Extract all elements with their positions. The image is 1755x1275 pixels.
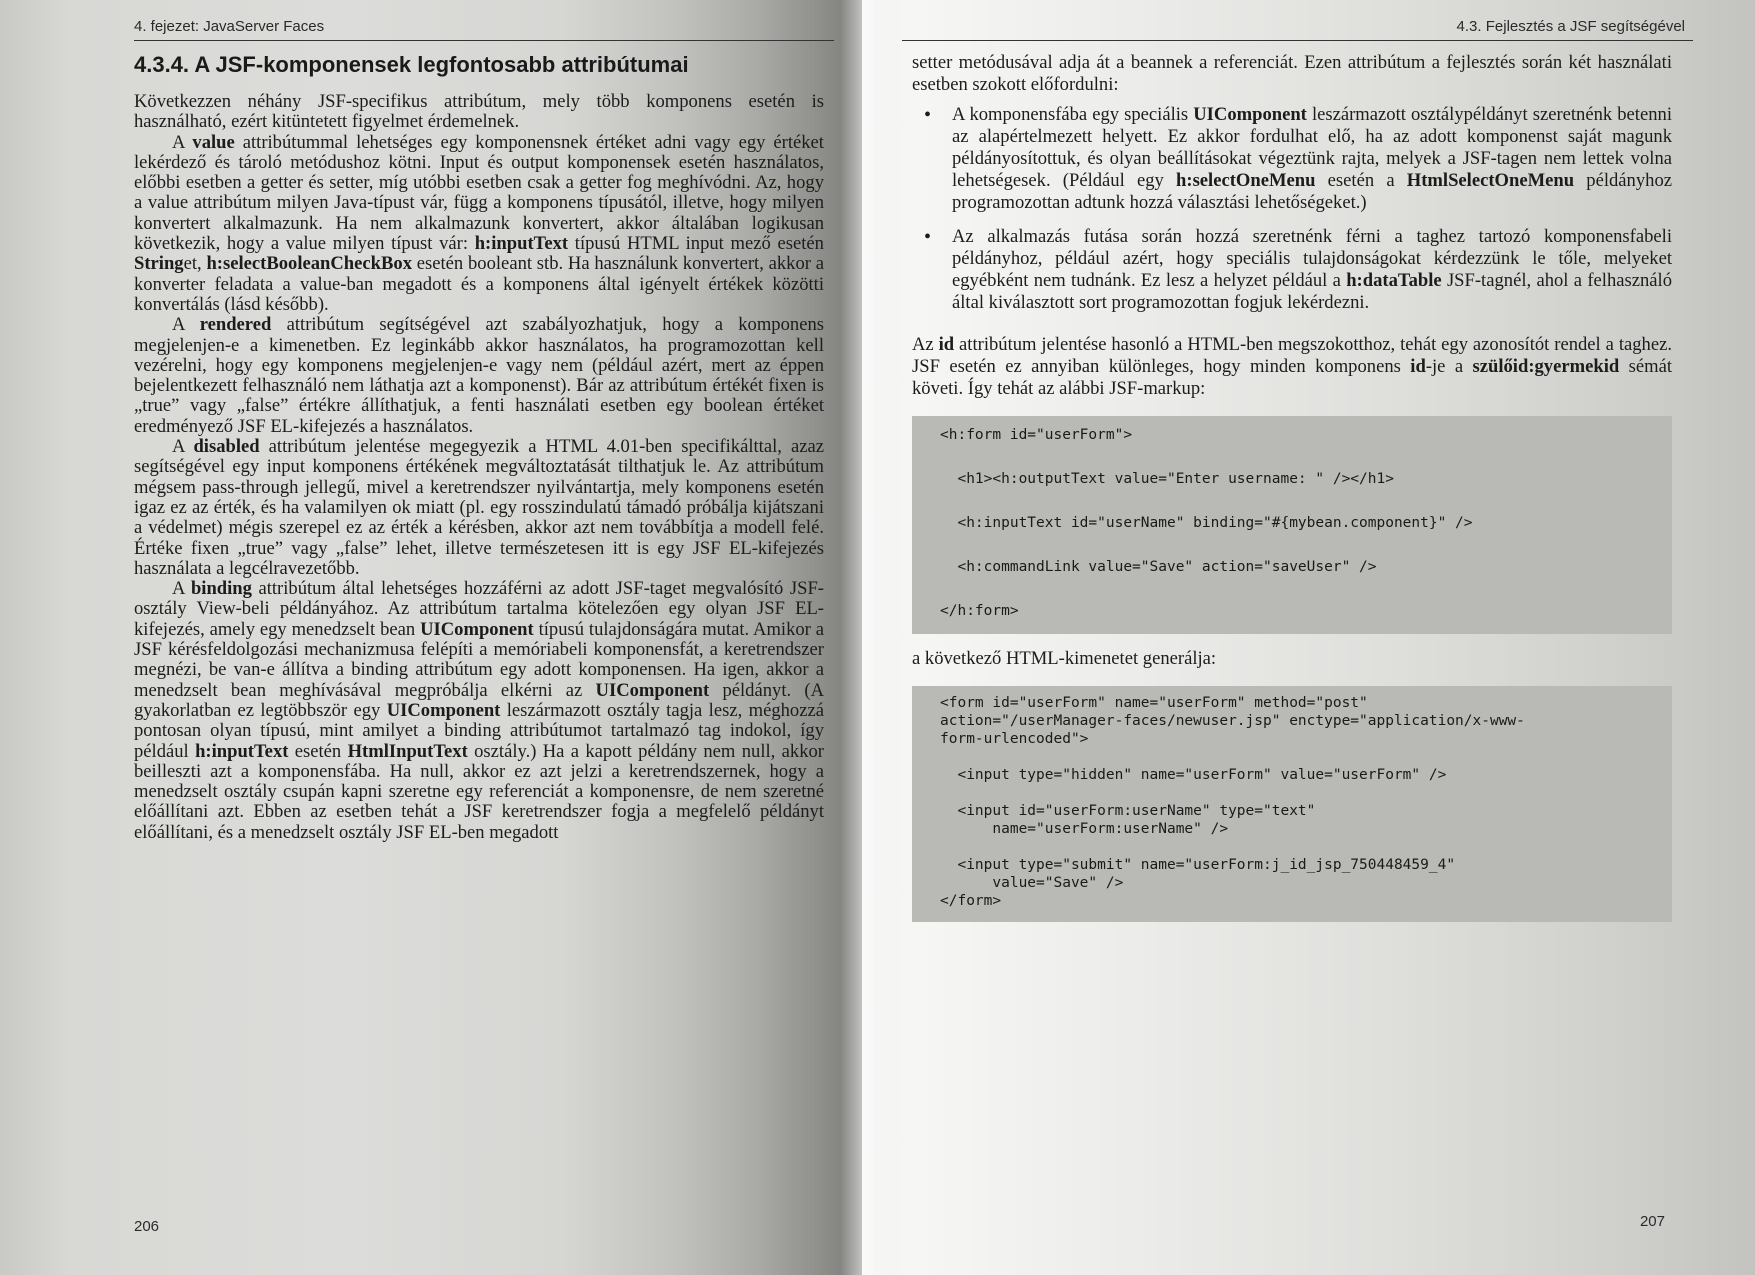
code-line: <input id="userForm:userName" type="text" — [940, 803, 1316, 819]
bold-term: UIComponent — [595, 679, 710, 701]
code-line: <h:commandLink value="Save" action="saveUser" /> — [940, 559, 1377, 575]
text-run: leszármazott osztály tagja lesz, méghozzá pontosan olyan típusú, mint amilyet a binding attribútumot tartalmazó tag indokol, így például — [134, 699, 824, 762]
code-line: form-urlencoded"> — [940, 731, 1089, 747]
text-run: JSF-tagnél, ahol a felhasználó által kiválasztott sort programozottan fogjuk lekérdezni. — [952, 270, 1672, 313]
code-block-html — [912, 686, 1672, 922]
text-run: A komponensfába egy speciális — [952, 104, 1194, 125]
intro-paragraph: setter metódusával adja át a beannek a referenciát. Ezen attribútum a fejlesztés során két használati esetben szokott előfordulni: — [912, 52, 1672, 95]
bullet-item — [912, 104, 1672, 214]
text-run: -je a — [1425, 356, 1473, 377]
bold-term: UIComponent — [386, 699, 501, 721]
code-line: <h:inputText id="userName" binding="#{mybean.component}" /> — [940, 515, 1473, 531]
code-block-jsf — [912, 416, 1672, 634]
page-number-left: 206 — [134, 1218, 160, 1235]
text-run: sémát követi. Így tehát az alábbi JSF-markup: — [912, 356, 1672, 399]
header-rule-left — [134, 40, 834, 41]
bold-term: h:dataTable — [1346, 270, 1442, 291]
text-run: Az alkalmazás futása során hozzá szeretnénk férni a taghez tartozó komponensfabeli példányhoz, például azért, hogy speciális tulajdonságokat kérdezzünk le tőle, melyeket egyébként nem tudnánk. Ez lesz a helyzet például a — [952, 226, 1672, 291]
bullet-icon: • — [924, 226, 932, 248]
body-paragraph — [134, 92, 824, 133]
text-run: típusú HTML input mező esetén — [568, 233, 824, 255]
page-number-right: 207 — [1639, 1213, 1665, 1230]
bold-term: HtmlInputText — [347, 740, 468, 762]
code-line: <input type="submit" name="userForm:j_id_jsp_750448459_4" — [940, 857, 1456, 873]
left-page — [0, 0, 862, 1275]
running-head-right: 4.3. Fejlesztés a JSF segítségével — [1456, 18, 1685, 35]
bold-term: disabled — [193, 436, 260, 458]
text-run: attribútum által lehetséges hozzáférni az adott JSF-taget megvalósító JSF-osztály View-beli példányához. Az attribútum tartalma kötelezően egy olyan JSF EL-kifejezés, amely egy menedzselt bean — [134, 578, 824, 640]
right-body-text — [912, 52, 1672, 922]
code-line: <h:form id="userForm"> — [940, 427, 1133, 443]
code-line: <form id="userForm" name="userForm" method="post" — [940, 695, 1368, 711]
code-gap — [940, 784, 1656, 802]
bold-term: rendered — [199, 314, 272, 336]
code-line: </form> — [940, 893, 1002, 909]
right-page — [862, 0, 1755, 1275]
text-run: esetén booleant stb. Ha használunk konvertert, akkor a konverter feladata a value-ban megadott és a komponens által igényelt értékek közötti konvertálás (lásd később). — [134, 253, 824, 315]
text-run: attribútummal lehetséges egy komponensnek értéket adni vagy egy értéket lekérdező és tároló metódushoz kötni. Input és output komponensek esetén használatos, előbbi esetben a getter és setter, míg utóbbi esetben csak a getter fog meghívódni. Az, hogy a value attribútum milyen Java-típust vár, függ a komponens típusától, illetve, hogy milyen konvertert alkalmazunk. Ha nem alkalmazunk konvertert, akkor általában logikusan következik, hogy a value milyen típust vár: — [134, 131, 824, 255]
text-run: osztály.) Ha a kapott példány nem null, akkor beilleszti azt a komponensfába. Ha null, akkor ez azt jelzi a keretrendszernek, hogy a menedzselt osztály csupán kapni szeretne egy referenciát a komponensre, de nem szeretné előállítani azt. Ebben az esetben tehát a JSF keretrendszer fogja a megfelelő példányt előállítani, és a menedzselt osztály JSF EL-ben megadott — [134, 740, 824, 843]
text-run: A — [172, 314, 200, 336]
bold-term: h:selectOneMenu — [1176, 170, 1316, 191]
running-head-left: 4. fejezet: JavaServer Faces — [134, 18, 325, 35]
text-run: A — [172, 578, 191, 600]
bold-term: h:inputText — [195, 740, 289, 762]
bold-term: UIComponent — [420, 618, 534, 640]
bold-term: HtmlSelectOneMenu — [1406, 170, 1575, 191]
section-title: 4.3.4. A JSF-komponensek legfontosabb attribútumai — [134, 52, 689, 77]
body-paragraph — [134, 133, 824, 316]
text-run: et, — [183, 253, 207, 275]
bold-term: UIComponent — [1193, 104, 1307, 125]
code-line: action="/userManager-faces/newuser.jsp" enctype="application/x-www- — [940, 713, 1525, 729]
text-run: típusú tulajdonságára mutat. Amikor a JSF kérésfeldolgozási mechanizmusa felépíti a memóriabeli komponensfát, a keretrendszer megnézi, be van-e állítva a binding attribútum egy adott komponensen. Ha igen, akkor a menedzselt bean meghívásával megpróbálja elkérni az — [134, 618, 824, 701]
bullet-list — [912, 104, 1672, 314]
bullet-icon: • — [924, 104, 932, 126]
text-run: A — [172, 131, 193, 153]
text-run: attribútum jelentése hasonló a HTML-ben megszokotthoz, tehát egy azonosítót rendel a taghez. JSF esetén ez annyiban különleges, hogy minden komponens — [912, 334, 1672, 377]
code-line: <h1><h:outputText value="Enter username: " /></h1> — [940, 471, 1394, 487]
body-paragraph — [134, 315, 824, 437]
text-run: esetén a — [1315, 170, 1407, 191]
bold-term: h:inputText — [474, 233, 569, 255]
left-body-text — [134, 92, 824, 843]
code-line: name="userForm:userName" /> — [940, 821, 1229, 837]
bold-term: id — [1410, 356, 1426, 377]
code-gap — [940, 838, 1656, 856]
after-code-text: a következő HTML-kimenetet generálja: — [912, 648, 1217, 669]
code-line: <input type="hidden" name="userForm" value="userForm" /> — [940, 767, 1447, 783]
text-run: Következzen néhány JSF-specifikus attribútum, mely több komponens esetén is használható, ezért kitüntetett figyelmet érdemelnek. — [134, 91, 824, 133]
text-run: leszármazott osztálypéldányt szeretnénk betenni az alapértelmezett helyett. Ez akkor fordulhat elő, ha az adott komponenst saját magunk példányosítottuk, és olyan beállításokat végeztünk rajta, melyek a JSF-tagen nem lettek volna lehetségesek. (Például egy — [952, 104, 1672, 191]
bullet-item — [912, 226, 1672, 314]
bold-term: value — [192, 131, 235, 153]
code-line: value="Save" /> — [940, 875, 1124, 891]
bold-term: szülőid:gyermekid — [1472, 356, 1620, 377]
code-line: </h:form> — [940, 603, 1019, 619]
bold-term: h:selectBooleanCheckBox — [206, 253, 412, 275]
body-paragraph — [134, 579, 824, 843]
book-gutter — [840, 0, 884, 1275]
text-run: attribútum jelentése megegyezik a HTML 4.01-ben specifikálttal, azaz segítségével egy input komponens értékének megváltoztatását tilthatjuk le. Az attribútum mégsem pass-through jellegű, mivel a keretrendszer nyilvántartja, mely komponens esetén igaz ez az érték, és ha valamilyen ok miatt (pl. egy rosszindulatú támadó próbálja kijátszani a védelmet) mégis szerepel ez az érték a kérésben, akkor azt nem továbbítja a modell felé. Értéke fixen „true” vagy „false” lehet, illetve természetesen itt is egy JSF EL-kifejezés használata a legcélravezetőbb. — [134, 436, 824, 579]
id-paragraph — [912, 334, 1672, 400]
code-gap — [940, 748, 1656, 766]
text-run: példányt. (A gyakorlatban ez legtöbbször egy — [134, 679, 825, 721]
bold-term: String — [134, 253, 184, 275]
text-run: A — [172, 436, 194, 458]
text-run: esetén — [288, 740, 348, 762]
text-run: példányhoz programozottan adtunk hozzá választási lehetőségeket.) — [952, 170, 1672, 213]
text-run: attribútum segítségével azt szabályozhatjuk, hogy a komponens megjelenjen-e a kimenetben. Ez leginkább akkor használatos, ha programozottan kell vezérelni, hogy egy komponens megjelenjen-e vagy nem (például azért, mert az éppen bejelentkezett felhasználó nem láthatja azt a komponenst). Bár az attribútum értékét fixen is „true” vagy „false” értékre állíthatjuk, a fenti használati esetben egy boolean értéket eredményező JSF EL-kifejezés a használatos. — [134, 314, 824, 437]
bold-term: binding — [190, 578, 252, 600]
header-rule-right — [902, 40, 1693, 41]
body-paragraph — [134, 437, 824, 579]
bold-term: id — [938, 334, 955, 355]
text-run: Az — [912, 334, 939, 355]
